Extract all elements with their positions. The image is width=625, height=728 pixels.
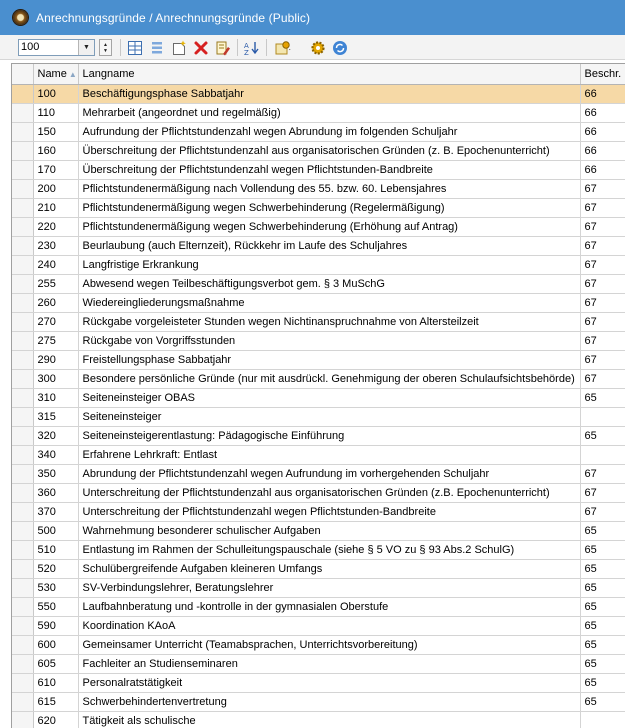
- cell-langname[interactable]: Abwesend wegen Teilbeschäftigungsverbot gem. § 3 MuSchG: [78, 275, 580, 294]
- column-header-beschr[interactable]: Beschr.: [580, 64, 625, 85]
- table-row[interactable]: [12, 579, 625, 598]
- cell-name[interactable]: 370: [33, 503, 78, 522]
- table-row[interactable]: [12, 123, 625, 142]
- cell-langname[interactable]: Langfristige Erkrankung: [78, 256, 580, 275]
- cell-name[interactable]: 530: [33, 579, 78, 598]
- row-indicator[interactable]: [12, 503, 33, 522]
- table-row[interactable]: [12, 446, 625, 465]
- row-indicator[interactable]: [12, 408, 33, 427]
- cell-name[interactable]: 270: [33, 313, 78, 332]
- cell-beschr[interactable]: 67: [580, 313, 625, 332]
- row-indicator[interactable]: [12, 712, 33, 728]
- table-row[interactable]: [12, 275, 625, 294]
- cell-langname[interactable]: Laufbahnberatung und -kontrolle in der gymnasialen Oberstufe: [78, 598, 580, 617]
- cell-langname[interactable]: Mehrarbeit (angeordnet und regelmäßig): [78, 104, 580, 123]
- cell-beschr[interactable]: 65: [580, 636, 625, 655]
- row-indicator[interactable]: [12, 256, 33, 275]
- table-row[interactable]: [12, 693, 625, 712]
- spin-down-icon[interactable]: ▼: [103, 48, 108, 54]
- row-indicator[interactable]: [12, 104, 33, 123]
- cell-name[interactable]: 160: [33, 142, 78, 161]
- cell-langname[interactable]: Wahrnehmung besonderer schulischer Aufgaben: [78, 522, 580, 541]
- toolbar: [0, 35, 625, 60]
- cell-beschr[interactable]: 65: [580, 560, 625, 579]
- cell-beschr[interactable]: 67: [580, 351, 625, 370]
- sort-ascending-icon: ▲: [69, 70, 77, 79]
- cell-langname[interactable]: Tätigkeit als schulische: [78, 712, 580, 728]
- table-row[interactable]: [12, 294, 625, 313]
- cell-langname[interactable]: Unterschreitung der Pflichtstundenzahl wegen Pflichtstunden-Bandbreite: [78, 503, 580, 522]
- table-header-row: [12, 64, 625, 85]
- cell-beschr[interactable]: 66: [580, 161, 625, 180]
- cell-beschr[interactable]: [580, 446, 625, 465]
- table-row[interactable]: [12, 484, 625, 503]
- cell-name[interactable]: 615: [33, 693, 78, 712]
- settings-icon[interactable]: [275, 40, 291, 56]
- cell-langname[interactable]: Besondere persönliche Gründe (nur mit ausdrückl. Genehmigung der oberen Schulaufsichtsbehörde): [78, 370, 580, 389]
- table-row[interactable]: [12, 465, 625, 484]
- row-indicator[interactable]: [12, 655, 33, 674]
- cell-langname[interactable]: Beurlaubung (auch Elternzeit), Rückkehr im Laufe des Schuljahres: [78, 237, 580, 256]
- cell-langname[interactable]: Rückgabe vorgeleisteter Stunden wegen Nichtinanspruchnahme von Altersteilzeit: [78, 313, 580, 332]
- cell-langname[interactable]: Aufrundung der Pflichtstundenzahl wegen Abrundung im folgenden Schuljahr: [78, 123, 580, 142]
- cell-langname[interactable]: Pflichtstundenermäßigung nach Vollendung des 55. bzw. 60. Lebensjahres: [78, 180, 580, 199]
- row-indicator[interactable]: [12, 693, 33, 712]
- cell-name[interactable]: 170: [33, 161, 78, 180]
- row-indicator-header: [12, 64, 33, 85]
- column-header-name-label: Name: [38, 68, 67, 80]
- table-row[interactable]: [12, 598, 625, 617]
- cell-beschr[interactable]: 67: [580, 465, 625, 484]
- cell-beschr[interactable]: 65: [580, 655, 625, 674]
- chevron-down-icon[interactable]: ▼: [78, 40, 94, 55]
- record-spinner[interactable]: [99, 39, 112, 56]
- table-row[interactable]: [12, 85, 625, 104]
- cell-langname[interactable]: Personalratstätigkeit: [78, 674, 580, 693]
- gear-icon[interactable]: [310, 40, 326, 56]
- table-row[interactable]: [12, 180, 625, 199]
- cell-beschr[interactable]: 67: [580, 180, 625, 199]
- cell-langname[interactable]: Seiteneinsteiger OBAS: [78, 389, 580, 408]
- window-title: Anrechnungsgründe / Anrechnungsgründe (Public): [36, 11, 310, 25]
- table-row[interactable]: [12, 104, 625, 123]
- cell-langname[interactable]: Freistellungsphase Sabbatjahr: [78, 351, 580, 370]
- cell-langname[interactable]: Überschreitung der Pflichtstundenzahl aus organisatorischen Gründen (z. B. Epochenunterricht): [78, 142, 580, 161]
- row-indicator[interactable]: [12, 294, 33, 313]
- table-row[interactable]: [12, 161, 625, 180]
- record-combo-value[interactable]: 100: [21, 41, 39, 53]
- row-indicator[interactable]: [12, 617, 33, 636]
- cell-name[interactable]: 550: [33, 598, 78, 617]
- cell-name[interactable]: 520: [33, 560, 78, 579]
- cell-langname[interactable]: Abrundung der Pflichtstundenzahl wegen Aufrundung im vorhergehenden Schuljahr: [78, 465, 580, 484]
- cell-name[interactable]: 510: [33, 541, 78, 560]
- table-row[interactable]: [12, 370, 625, 389]
- row-indicator[interactable]: [12, 560, 33, 579]
- table-row[interactable]: [12, 332, 625, 351]
- cell-name[interactable]: 350: [33, 465, 78, 484]
- cell-beschr[interactable]: 65: [580, 522, 625, 541]
- cell-name[interactable]: 500: [33, 522, 78, 541]
- cell-langname[interactable]: Erfahrene Lehrkraft: Entlast: [78, 446, 580, 465]
- cell-langname[interactable]: Gemeinsamer Unterricht (Teamabsprachen, Unterrichtsvorbereitung): [78, 636, 580, 655]
- table-row[interactable]: [12, 313, 625, 332]
- row-indicator[interactable]: [12, 332, 33, 351]
- toolbar-separator: [237, 39, 238, 56]
- toolbar-separator: [266, 39, 267, 56]
- table-row[interactable]: [12, 237, 625, 256]
- cell-beschr[interactable]: 67: [580, 237, 625, 256]
- cell-name[interactable]: 605: [33, 655, 78, 674]
- row-indicator[interactable]: [12, 351, 33, 370]
- cell-name[interactable]: 150: [33, 123, 78, 142]
- cell-langname[interactable]: Fachleiter an Studienseminaren: [78, 655, 580, 674]
- row-indicator[interactable]: [12, 674, 33, 693]
- add-rows-icon[interactable]: [127, 40, 143, 56]
- row-indicator[interactable]: [12, 123, 33, 142]
- cell-langname[interactable]: Entlastung im Rahmen der Schulleitungspauschale (siehe § 5 VO zu § 93 Abs.2 SchulG): [78, 541, 580, 560]
- cell-beschr[interactable]: 65: [580, 598, 625, 617]
- cell-name[interactable]: 620: [33, 712, 78, 728]
- table-row[interactable]: [12, 218, 625, 237]
- toolbar-separator: [120, 39, 121, 56]
- list-icon[interactable]: [149, 40, 165, 56]
- spin-up-icon[interactable]: ▲: [103, 42, 108, 48]
- table-row[interactable]: [12, 541, 625, 560]
- table-row[interactable]: [12, 522, 625, 541]
- cell-beschr[interactable]: 65: [580, 541, 625, 560]
- row-indicator[interactable]: [12, 484, 33, 503]
- cell-langname[interactable]: Beschäftigungsphase Sabbatjahr: [78, 85, 580, 104]
- table-row[interactable]: [12, 617, 625, 636]
- cell-name[interactable]: 320: [33, 427, 78, 446]
- cell-langname[interactable]: Koordination KAoA: [78, 617, 580, 636]
- cell-beschr[interactable]: 67: [580, 199, 625, 218]
- cell-langname[interactable]: Pflichtstundenermäßigung wegen Schwerbehinderung (Regelermäßigung): [78, 199, 580, 218]
- table-row[interactable]: [12, 142, 625, 161]
- cell-langname[interactable]: Rückgabe von Vorgriffsstunden: [78, 332, 580, 351]
- cell-name[interactable]: 300: [33, 370, 78, 389]
- table-row[interactable]: [12, 712, 625, 728]
- cell-beschr[interactable]: 67: [580, 503, 625, 522]
- cell-name[interactable]: 600: [33, 636, 78, 655]
- svg-text:A: A: [244, 42, 249, 50]
- cell-langname[interactable]: Unterschreitung der Pflichtstundenzahl aus organisatorischen Gründen (z.B. Epochenunterricht): [78, 484, 580, 503]
- cell-beschr[interactable]: 67: [580, 294, 625, 313]
- cell-name[interactable]: 290: [33, 351, 78, 370]
- cell-name[interactable]: 200: [33, 180, 78, 199]
- row-indicator[interactable]: [12, 636, 33, 655]
- row-indicator[interactable]: [12, 218, 33, 237]
- cell-name[interactable]: 610: [33, 674, 78, 693]
- cell-name[interactable]: 110: [33, 104, 78, 123]
- cell-name[interactable]: 360: [33, 484, 78, 503]
- delete-icon[interactable]: [193, 40, 209, 56]
- table-row[interactable]: [12, 674, 625, 693]
- row-indicator[interactable]: [12, 579, 33, 598]
- row-indicator[interactable]: [12, 598, 33, 617]
- row-indicator[interactable]: [12, 142, 33, 161]
- cell-beschr[interactable]: 66: [580, 123, 625, 142]
- svg-text:Z: Z: [244, 49, 249, 56]
- cell-beschr[interactable]: 65: [580, 579, 625, 598]
- cell-langname[interactable]: Pflichtstundenermäßigung wegen Schwerbehinderung (Erhöhung auf Antrag): [78, 218, 580, 237]
- table-row[interactable]: [12, 199, 625, 218]
- edit-icon[interactable]: [215, 40, 231, 56]
- app-clock-icon: [13, 10, 28, 25]
- cell-name[interactable]: 100: [33, 85, 78, 104]
- refresh-icon[interactable]: [332, 40, 348, 56]
- new-record-icon[interactable]: [171, 40, 187, 56]
- table-row[interactable]: [12, 560, 625, 579]
- cell-name[interactable]: 210: [33, 199, 78, 218]
- cell-name[interactable]: 310: [33, 389, 78, 408]
- row-indicator[interactable]: [12, 161, 33, 180]
- table-row[interactable]: [12, 655, 625, 674]
- cell-name[interactable]: 275: [33, 332, 78, 351]
- cell-langname[interactable]: Überschreitung der Pflichtstundenzahl wegen Pflichtstunden-Bandbreite: [78, 161, 580, 180]
- cell-beschr[interactable]: 65: [580, 427, 625, 446]
- cell-langname[interactable]: Seiteneinsteiger: [78, 408, 580, 427]
- row-indicator[interactable]: [12, 199, 33, 218]
- cell-beschr[interactable]: 65: [580, 617, 625, 636]
- column-header-langname[interactable]: Langname: [78, 64, 580, 85]
- cell-beschr[interactable]: 67: [580, 332, 625, 351]
- cell-name[interactable]: 255: [33, 275, 78, 294]
- table-row[interactable]: [12, 636, 625, 655]
- data-grid: [11, 63, 625, 728]
- cell-beschr[interactable]: 66: [580, 85, 625, 104]
- cell-name[interactable]: 220: [33, 218, 78, 237]
- row-indicator[interactable]: [12, 237, 33, 256]
- table-row[interactable]: [12, 256, 625, 275]
- row-indicator[interactable]: [12, 465, 33, 484]
- cell-beschr[interactable]: 65: [580, 674, 625, 693]
- cell-langname[interactable]: Seiteneinsteigerentlastung: Pädagogische Einführung: [78, 427, 580, 446]
- cell-langname[interactable]: Schwerbehindertenvertretung: [78, 693, 580, 712]
- row-indicator[interactable]: [12, 370, 33, 389]
- row-indicator[interactable]: [12, 427, 33, 446]
- row-indicator[interactable]: [12, 541, 33, 560]
- cell-name[interactable]: 240: [33, 256, 78, 275]
- cell-beschr[interactable]: 67: [580, 256, 625, 275]
- cell-beschr[interactable]: 67: [580, 275, 625, 294]
- cell-beschr[interactable]: 67: [580, 218, 625, 237]
- table-row[interactable]: [12, 427, 625, 446]
- cell-beschr[interactable]: 66: [580, 104, 625, 123]
- row-indicator[interactable]: [12, 85, 33, 104]
- cell-langname[interactable]: SV-Verbindungslehrer, Beratungslehrer: [78, 579, 580, 598]
- column-header-name[interactable]: [33, 64, 78, 85]
- cell-beschr[interactable]: 67: [580, 370, 625, 389]
- sort-icon[interactable]: [244, 40, 260, 56]
- row-indicator[interactable]: [12, 522, 33, 541]
- row-indicator[interactable]: [12, 180, 33, 199]
- table-row[interactable]: [12, 408, 625, 427]
- cell-beschr[interactable]: 65: [580, 693, 625, 712]
- cell-name[interactable]: 230: [33, 237, 78, 256]
- title-bar: [0, 0, 625, 35]
- table-row[interactable]: [12, 503, 625, 522]
- cell-name[interactable]: 340: [33, 446, 78, 465]
- table-row[interactable]: [12, 389, 625, 408]
- cell-langname[interactable]: Schulübergreifende Aufgaben kleineren Umfangs: [78, 560, 580, 579]
- cell-beschr[interactable]: 65: [580, 389, 625, 408]
- cell-langname[interactable]: Wiedereingliederungsmaßnahme: [78, 294, 580, 313]
- cell-name[interactable]: 590: [33, 617, 78, 636]
- row-indicator[interactable]: [12, 389, 33, 408]
- row-indicator[interactable]: [12, 446, 33, 465]
- cell-name[interactable]: 315: [33, 408, 78, 427]
- table-row[interactable]: [12, 351, 625, 370]
- cell-name[interactable]: 260: [33, 294, 78, 313]
- cell-beschr[interactable]: [580, 712, 625, 728]
- cell-beschr[interactable]: 67: [580, 484, 625, 503]
- row-indicator[interactable]: [12, 275, 33, 294]
- record-combo[interactable]: [18, 39, 95, 56]
- row-indicator[interactable]: [12, 313, 33, 332]
- cell-beschr[interactable]: 66: [580, 142, 625, 161]
- reasons-table: [12, 64, 625, 728]
- cell-beschr[interactable]: [580, 408, 625, 427]
